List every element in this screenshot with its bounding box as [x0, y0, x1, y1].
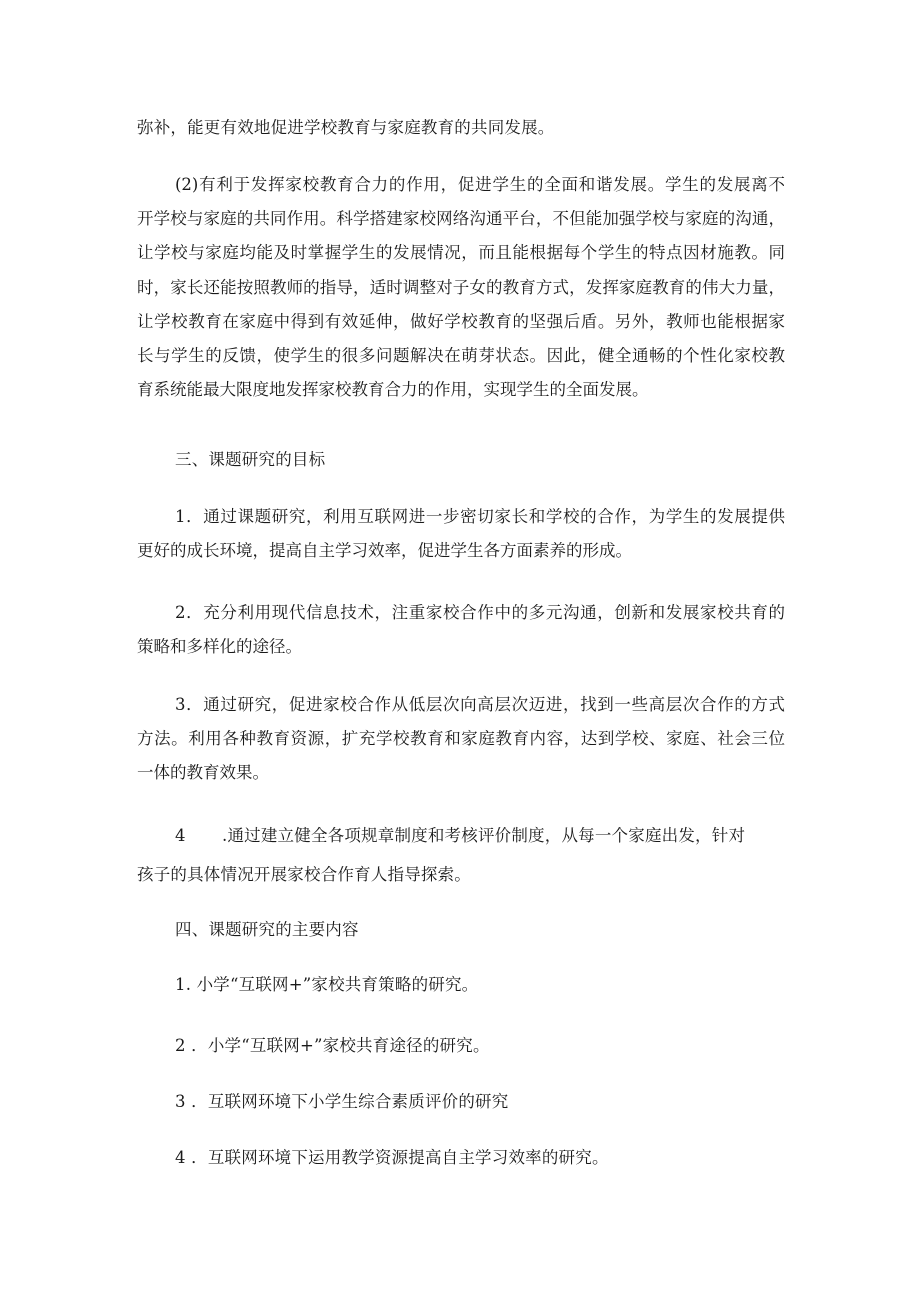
section-heading-goals: 三、课题研究的目标 — [175, 450, 326, 469]
content-item-4: 4 ．互联网环境下运用教学资源提高自主学习效率的研究。 — [175, 1148, 609, 1167]
paragraph-line: 让学校教育在家庭中得到有效延伸，做好学校教育的坚强后盾。另外，教师也能根据家 — [137, 311, 785, 331]
goal-item-4-text: .通过建立健全各项规章制度和考核评价制度，从每一个家庭出发，针对 — [222, 826, 746, 845]
section-heading-contents: 四、课题研究的主要内容 — [175, 920, 359, 939]
paragraph-line: 3．通过研究，促进家校合作从低层次向高层次迈进，找到一些高层次合作的方式 — [175, 695, 785, 714]
paragraph-line: 1．通过课题研究，利用互联网进一步密切家长和学校的合作，为学生的发展提供 — [175, 507, 785, 526]
paragraph-line: 长与学生的反馈，使学生的很多问题解决在萌芽状态。因此，健全通畅的个性化家校教 — [137, 346, 785, 366]
paragraph-line: 育系统能最大限度地发挥家校教育合力的作用，实现学生的全面发展。 — [137, 380, 649, 400]
paragraph-2-benefit — [137, 168, 785, 407]
content-item-3: 3 ．互联网环境下小学生综合素质评价的研究 — [175, 1092, 509, 1111]
paragraph-continuation: 弥补，能更有效地促进学校教育与家庭教育的共同发展。 — [137, 118, 555, 137]
paragraph-line: 让学校与家庭均能及时掌握学生的发展情况，而且能根据每个学生的特点因材施教。同 — [137, 243, 785, 263]
paragraph-line: 时，家长还能按照教师的指导，适时调整对子女的教育方式，发挥家庭教育的伟大力量， — [137, 277, 785, 297]
paragraph-line: (2)有利于发挥家校教育合力的作用，促进学生的全面和谐发展。学生的发展离不 — [175, 175, 785, 194]
goal-item-3 — [137, 688, 785, 791]
paragraph-line: 更好的成长环境，提高自主学习效率，促进学生各方面素养的形成。 — [137, 541, 632, 561]
goal-item-1 — [137, 500, 785, 568]
content-item-1: 1. 小学“互联网+”家校共育策略的研究。 — [175, 975, 479, 994]
content-item-2: 2 ．小学“互联网+”家校共育途径的研究。 — [175, 1036, 490, 1055]
paragraph-line: 一体的教育效果。 — [137, 763, 269, 783]
paragraph-line: 策略和多样化的途径。 — [137, 637, 302, 657]
paragraph-line: 2．充分利用现代信息技术，注重家校合作中的多元沟通，创新和发展家校共育的 — [175, 603, 785, 622]
paragraph-line: 开学校与家庭的共同作用。科学搭建家校网络沟通平台，不但能加强学校与家庭的沟通， — [137, 209, 785, 229]
goal-item-2 — [137, 596, 785, 664]
goal-item-4-number: 4 — [175, 826, 186, 845]
paragraph-line: 方法。利用各种教育资源，扩充学校教育和家庭教育内容，达到学校、家庭、社会三位 — [137, 729, 785, 749]
goal-item-4-line2: 孩子的具体情况开展家校合作育人指导探索。 — [137, 865, 471, 884]
